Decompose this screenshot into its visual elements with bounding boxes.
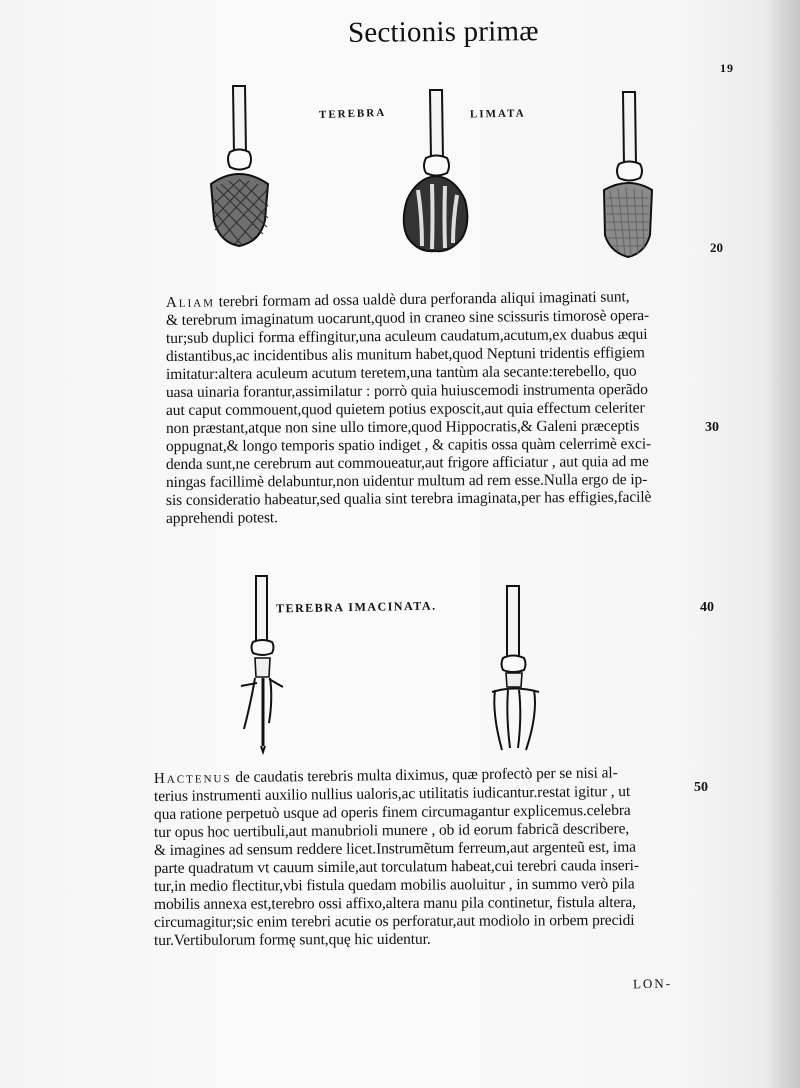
- paragraph-2-line-7: tur,in medio flectitur,vbi fistula quedam mobilis auoluitur , in summo verò pila: [153, 875, 635, 895]
- margin-number-30: 30: [705, 420, 719, 435]
- paragraph-2-line-9: circumagitur;sic enim terebri acutie os perforatur,aut modiolo in orbem precidi: [153, 911, 635, 931]
- paragraph-1-line-13: apprehendi potest.: [165, 509, 278, 527]
- paragraph-1-line-7: aut caput commouent,quod quietem potius exposcit,aut quia effectum celeriter: [165, 399, 645, 419]
- paragraph-1-line-6: uasa uinaria forantur,assimilatur : porrò quia huiuscemodi instrumenta operãdo: [165, 381, 648, 401]
- paragraph-2-line-8: mobilis annexa est,terebro ossi affixo,altera manu pila continetur, fistula altera,: [153, 893, 636, 913]
- caption-terebra-imaginata: TEREBRA IMACINATA.: [275, 598, 437, 616]
- paragraph-1-line-1-text: terebri formam ad ossa ualdè dura perforanda aliqui imaginati sunt,: [214, 288, 630, 311]
- paragraph-1-line-5: imitatur:altera aculeum acutum teretem,una tantùm ala secante:terebello, quo: [165, 362, 637, 383]
- margin-number-20: 20: [710, 240, 723, 255]
- paragraph-1-initial-word: Aliam: [165, 294, 216, 311]
- drill-bit-1-icon: [205, 84, 275, 254]
- fork-illustration-2: [484, 584, 554, 754]
- paragraph-1-line-12: sis consideratio habeatur,sed qualia sint terebra imaginata,per has effigies,facilè: [165, 488, 652, 509]
- paragraph-2-line-5: & imagines ad sensum reddere licet.Instrumẽtum ferreum,aut argenteũ est, ima: [153, 838, 636, 859]
- page-title: Sectionis primæ: [347, 15, 539, 49]
- paragraph-1-line-10: denda sunt,ne cerebrum aut commoueatur,aut frigore afficiatur , aut quia ad me: [165, 453, 649, 473]
- drill-bit-2-icon: [395, 88, 475, 258]
- margin-number-50: 50: [694, 780, 708, 795]
- paragraph-1-line-9: oppugnat,& longo temporis spatio indiget , & capitis ossa quàm celerrimè exci-: [165, 435, 652, 455]
- paragraph-1-line-4: distantibus,ac incidentibus alis munitum habet,quod Neptuni tridentis effigiem: [165, 344, 645, 365]
- paragraph-2-line-4: tur opus hoc uertibuli,aut manubrioli munere , ob id eorum fabricã describere,: [153, 820, 630, 841]
- paragraph-2-line-6: parte quadratum vt cauum simile,aut torculatum habeat,cui terebri cauda inseri-: [153, 857, 639, 877]
- margin-number-40: 40: [700, 600, 714, 615]
- drill-bit-illustration-1: [205, 84, 275, 254]
- drill-bit-3-icon: [592, 90, 664, 262]
- paragraph-1-line-2: & terebrum imaginatum uocarunt,quod in craneo sine scissuris timorosè opera-: [165, 306, 650, 329]
- fork-bit-2-icon: [484, 584, 554, 754]
- paragraph-1-line-11: ningas facillimè delabuntur,non uidentur multum ad rem esse.Nulla ergo de ip-: [165, 471, 648, 491]
- caption-terebra: TEREBRA: [318, 106, 387, 122]
- paragraph-2-initial-word: Hactenus: [153, 770, 232, 787]
- paragraph-1-line-8: non præstant,atque non sine ullo timore,quod Hippocratis,& Galeni præceptis: [165, 417, 640, 437]
- paragraph-1-line-3: tur;sub duplici forma effingitur,una aculeum caudatum,acutum,ex duabus æqui: [165, 325, 648, 347]
- drill-bit-illustration-3: [592, 90, 664, 262]
- drill-bit-illustration-2: [395, 88, 475, 258]
- page-edge-shadow: [766, 0, 800, 1088]
- paragraph-2-line-2: terius instrumenti auxilio nullius ualoris,ac utilitatis iudicantur.restat igitur , ut: [153, 783, 631, 805]
- paragraph-2-line-3: qua ratione perpetuò usque ad operis finem circumagantur explicemus.celebra: [153, 801, 631, 823]
- catchword: LON-: [632, 975, 673, 992]
- paragraph-2-line-10: tur.Vertibulorum formę sunt,quę hic uidentur.: [153, 930, 431, 949]
- paragraph-2-line-1-text: de caudatis terebris multa diximus, quæ profectò per se nisi al-: [231, 764, 618, 787]
- caption-limata: LIMATA: [469, 107, 526, 121]
- page-number: 19: [720, 61, 734, 75]
